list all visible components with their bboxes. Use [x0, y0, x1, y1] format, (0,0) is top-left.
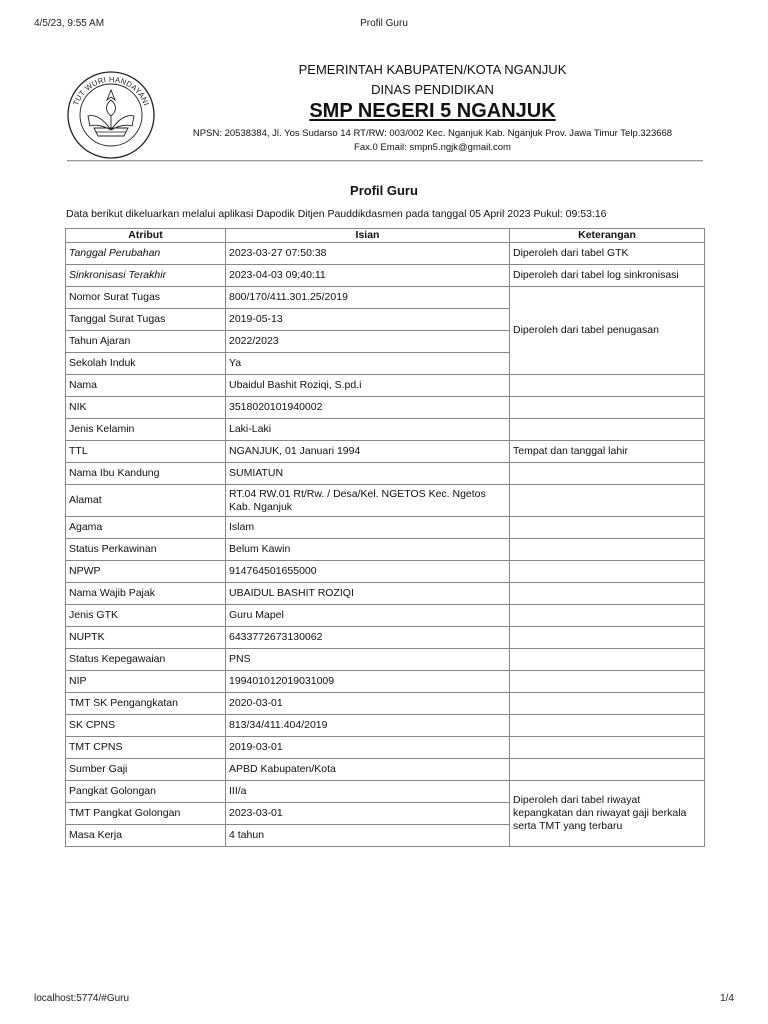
table-row	[66, 243, 705, 265]
row-atribut: NUPTK	[66, 627, 226, 649]
row-atribut: TMT CPNS	[66, 737, 226, 759]
intro-text: Data berikut dikeluarkan melalui aplikasi Dapodik Ditjen Pauddikdasmen pada tanggal 05 April 2023 Pukul: 09:53:16	[66, 208, 607, 220]
table-row	[66, 375, 705, 397]
row-isian: 199401012019031009	[226, 671, 510, 693]
table-row	[66, 287, 705, 309]
row-keterangan	[510, 375, 705, 397]
row-atribut: Masa Kerja	[66, 825, 226, 847]
table-row	[66, 759, 705, 781]
logo-motto: TUT WURI HANDAYANI	[71, 74, 151, 107]
row-isian: 3518020101940002	[226, 397, 510, 419]
table-row	[66, 737, 705, 759]
row-isian: 813/34/411.404/2019	[226, 715, 510, 737]
row-atribut: SK CPNS	[66, 715, 226, 737]
row-keterangan	[510, 561, 705, 583]
profile-table	[65, 228, 705, 847]
row-keterangan	[510, 605, 705, 627]
table-row	[66, 605, 705, 627]
row-isian: 6433772673130062	[226, 627, 510, 649]
row-isian: RT.04 RW.01 Rt/Rw. / Desa/Kel. NGETOS Kec. Ngetos Kab. Nganjuk	[226, 485, 510, 517]
row-atribut: Status Kepegawaian	[66, 649, 226, 671]
row-atribut: Alamat	[66, 485, 226, 517]
print-page-number: 1/4	[720, 993, 734, 1004]
school-name: SMP NEGERI 5 NGANJUK	[309, 100, 556, 122]
row-keterangan	[510, 539, 705, 561]
table-row	[66, 715, 705, 737]
row-keterangan: Tempat dan tanggal lahir	[510, 441, 705, 463]
header-department: DINAS PENDIDIKAN	[371, 82, 494, 97]
row-atribut: Tanggal Surat Tugas	[66, 309, 226, 331]
row-keterangan	[510, 693, 705, 715]
row-keterangan	[510, 671, 705, 693]
table-row	[66, 671, 705, 693]
row-isian: 800/170/411.301.25/2019	[226, 287, 510, 309]
row-keterangan	[510, 759, 705, 781]
row-isian: SUMIATUN	[226, 463, 510, 485]
row-isian: NGANJUK, 01 Januari 1994	[226, 441, 510, 463]
row-atribut: Agama	[66, 517, 226, 539]
print-datetime: 4/5/23, 9:55 AM	[34, 18, 105, 29]
row-atribut: NPWP	[66, 561, 226, 583]
row-isian: 2019-05-13	[226, 309, 510, 331]
row-keterangan	[510, 463, 705, 485]
row-atribut: Nama Wajib Pajak	[66, 583, 226, 605]
row-atribut: TTL	[66, 441, 226, 463]
row-keterangan	[510, 419, 705, 441]
row-atribut: NIP	[66, 671, 226, 693]
table-row	[66, 463, 705, 485]
row-atribut: Sumber Gaji	[66, 759, 226, 781]
row-isian: Belum Kawin	[226, 539, 510, 561]
row-keterangan	[510, 517, 705, 539]
row-isian: UBAIDUL BASHIT ROZIQI	[226, 583, 510, 605]
row-keterangan	[510, 737, 705, 759]
row-keterangan: Diperoleh dari tabel GTK	[510, 243, 705, 265]
row-atribut: Tanggal Perubahan	[66, 243, 226, 265]
table-row	[66, 419, 705, 441]
row-isian: 4 tahun	[226, 825, 510, 847]
row-isian: APBD Kabupaten/Kota	[226, 759, 510, 781]
header-keterangan: Keterangan	[510, 229, 705, 243]
row-keterangan: Diperoleh dari tabel riwayat kepangkatan dan riwayat gaji berkala serta TMT yang terbaru	[510, 781, 705, 847]
header-atribut: Atribut	[66, 229, 226, 243]
print-url: localhost:5774/#Guru	[34, 993, 130, 1004]
table-row	[66, 539, 705, 561]
table-row	[66, 561, 705, 583]
row-atribut: Pangkat Golongan	[66, 781, 226, 803]
row-atribut: Sekolah Induk	[66, 353, 226, 375]
row-atribut: Status Perkawinan	[66, 539, 226, 561]
row-isian: 2023-04-03 09:40:11	[226, 265, 510, 287]
row-isian: III/a	[226, 781, 510, 803]
table-row	[66, 781, 705, 803]
page-title: Profil Guru	[350, 183, 418, 198]
row-atribut: Sinkronisasi Terakhir	[66, 265, 226, 287]
school-address: NPSN: 20538384, Jl. Yos Sudarso 14 RT/RW: 003/002 Kec. Nganjuk Kab. Nganjuk Prov. Jawa Timur Telp.323668	[192, 128, 673, 139]
table-row	[66, 485, 705, 517]
row-atribut: TMT Pangkat Golongan	[66, 803, 226, 825]
row-keterangan: Diperoleh dari tabel log sinkronisasi	[510, 265, 705, 287]
row-isian: Ya	[226, 353, 510, 375]
print-title: Profil Guru	[360, 18, 408, 29]
table-row	[66, 441, 705, 463]
row-atribut: Nama Ibu Kandung	[66, 463, 226, 485]
row-atribut: Jenis GTK	[66, 605, 226, 627]
row-atribut: Jenis Kelamin	[66, 419, 226, 441]
table-header-row	[66, 229, 705, 243]
table-row	[66, 649, 705, 671]
row-isian: PNS	[226, 649, 510, 671]
school-contact: Fax.0 Email: smpn5.ngjk@gmail.com	[354, 142, 511, 153]
tut-wuri-handayani-logo	[66, 70, 156, 160]
header-divider	[67, 160, 703, 162]
row-isian: Laki-Laki	[226, 419, 510, 441]
table-row	[66, 517, 705, 539]
row-keterangan	[510, 397, 705, 419]
row-atribut: Nama	[66, 375, 226, 397]
row-keterangan	[510, 649, 705, 671]
table-row	[66, 397, 705, 419]
row-isian: 2023-03-27 07:50:38	[226, 243, 510, 265]
row-atribut: NIK	[66, 397, 226, 419]
row-keterangan	[510, 627, 705, 649]
table-row	[66, 627, 705, 649]
row-isian: Islam	[226, 517, 510, 539]
table-row	[66, 693, 705, 715]
row-isian: 2020-03-01	[226, 693, 510, 715]
table-row	[66, 265, 705, 287]
row-isian: 2019-03-01	[226, 737, 510, 759]
row-keterangan: Diperoleh dari tabel penugasan	[510, 287, 705, 375]
header-government: PEMERINTAH KABUPATEN/KOTA NGANJUK	[298, 62, 567, 77]
header-isian: Isian	[226, 229, 510, 243]
row-keterangan	[510, 485, 705, 517]
row-atribut: TMT SK Pengangkatan	[66, 693, 226, 715]
row-keterangan	[510, 583, 705, 605]
row-isian: Ubaidul Bashit Roziqi, S.pd.i	[226, 375, 510, 397]
row-atribut: Tahun Ajaran	[66, 331, 226, 353]
row-isian: 2022/2023	[226, 331, 510, 353]
row-isian: 914764501655000	[226, 561, 510, 583]
row-isian: 2023-03-01	[226, 803, 510, 825]
row-keterangan	[510, 715, 705, 737]
row-atribut: Nomor Surat Tugas	[66, 287, 226, 309]
table-row	[66, 583, 705, 605]
row-isian: Guru Mapel	[226, 605, 510, 627]
